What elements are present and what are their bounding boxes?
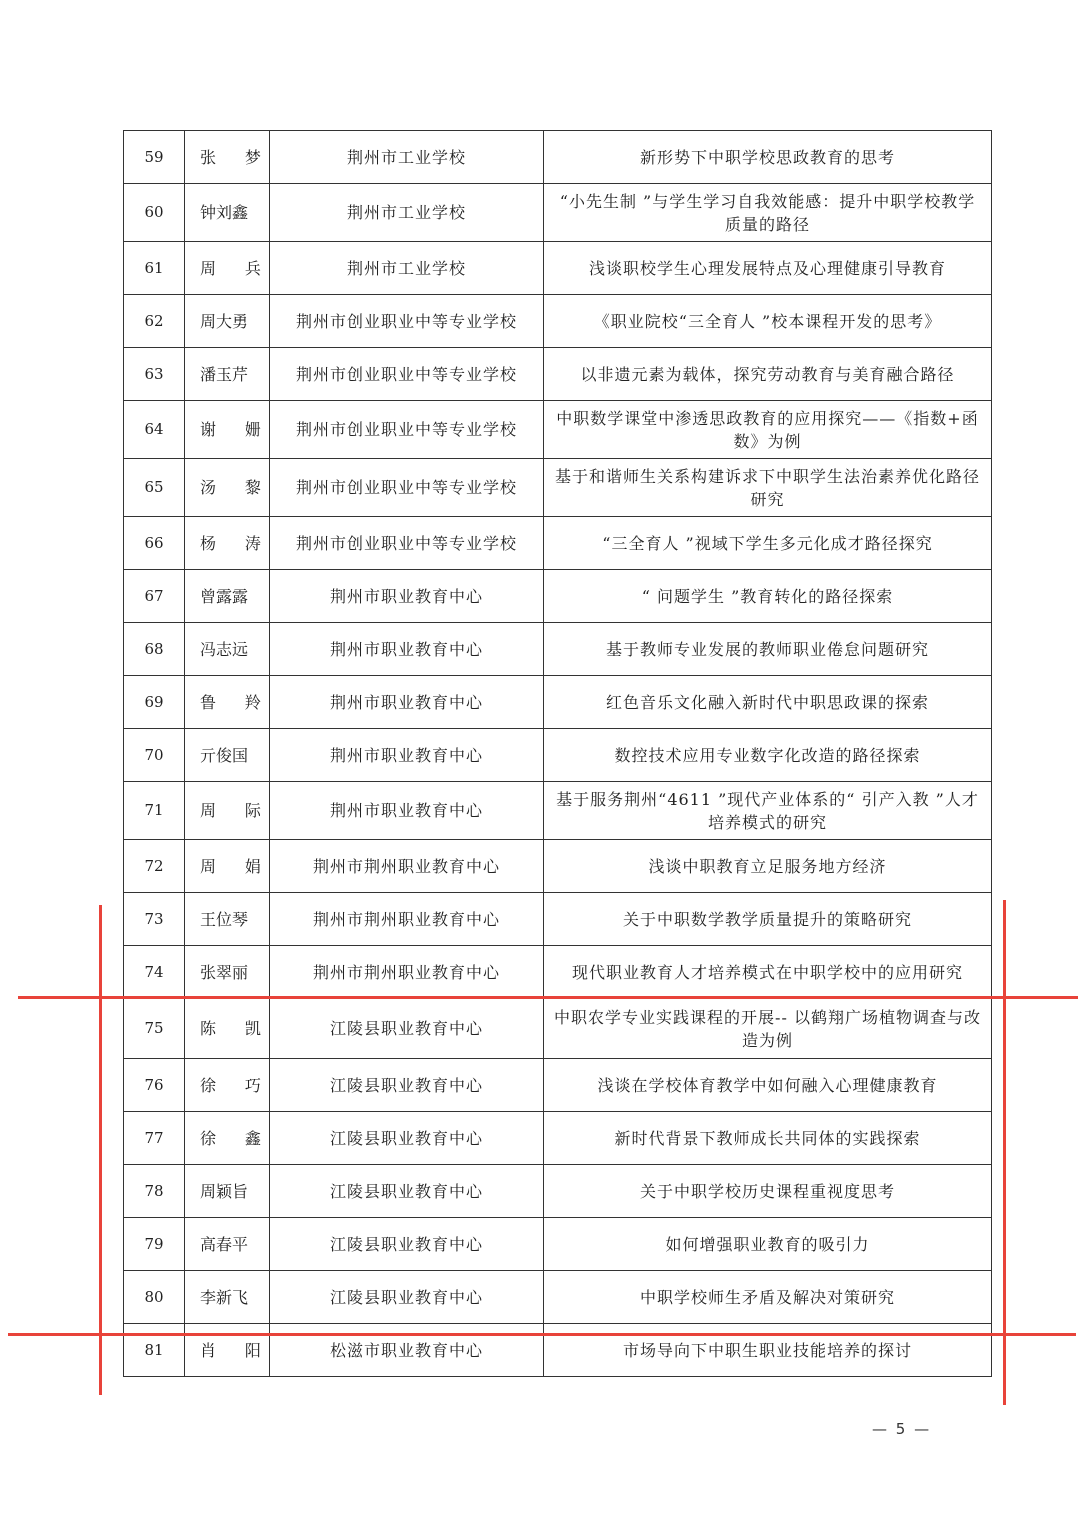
author-name-part: 冯志远: [200, 639, 249, 659]
row-number: 80: [124, 1271, 185, 1324]
paper-title: 基于和谐师生关系构建诉求下中职学生法治素养优化路径研究: [544, 459, 992, 517]
author-name: [185, 570, 270, 623]
paper-title: “小先生制 ”与学生学习自我效能感：提升中职学校教学质量的路径: [544, 184, 992, 242]
table-row: [124, 401, 992, 459]
author-name: [185, 893, 270, 946]
table-row: [124, 893, 992, 946]
author-name-part: 徐: [200, 1128, 217, 1148]
school-name: 荆州市荆州职业教育中心: [270, 840, 544, 893]
table-row: [124, 782, 992, 840]
annotation-line-right: [1003, 900, 1006, 1405]
row-number: 76: [124, 1059, 185, 1112]
author-name-part: 汤: [200, 478, 217, 497]
row-number: 67: [124, 570, 185, 623]
row-number: 68: [124, 623, 185, 676]
table-row: [124, 1165, 992, 1218]
paper-title: 市场导向下中职生职业技能培养的探讨: [544, 1324, 992, 1377]
table-row: [124, 517, 992, 570]
row-number: 75: [124, 999, 185, 1059]
paper-title: 关于中职学校历史课程重视度思考: [544, 1165, 992, 1218]
author-name-part: 周: [200, 801, 217, 820]
table-row: [124, 623, 992, 676]
table-row: [124, 676, 992, 729]
author-name-part: 阳: [244, 1340, 261, 1360]
table-row: [124, 1059, 992, 1112]
author-name: [185, 401, 270, 459]
author-name: [185, 946, 270, 999]
paper-title: 中职数学课堂中渗透思政教育的应用探究——《指数+函数》为例: [544, 401, 992, 459]
row-number: 74: [124, 946, 185, 999]
row-number: 78: [124, 1165, 185, 1218]
school-name: 荆州市职业教育中心: [270, 623, 544, 676]
annotation-line-top: [18, 996, 1078, 999]
paper-title: “三全育人 ”视域下学生多元化成才路径探究: [544, 517, 992, 570]
author-name-part: 杨: [200, 533, 217, 553]
table-row: [124, 729, 992, 782]
table-row: [124, 840, 992, 893]
row-number: 77: [124, 1112, 185, 1165]
paper-title: 中职农学专业实践课程的开展-- 以鹤翔广场植物调查与改造为例: [544, 999, 992, 1059]
annotation-line-bottom: [8, 1333, 1076, 1336]
school-name: 荆州市工业学校: [270, 184, 544, 242]
author-name-part: 凯: [244, 1019, 261, 1038]
paper-title: 浅谈在学校体育教学中如何融入心理健康教育: [544, 1059, 992, 1112]
school-name: 荆州市荆州职业教育中心: [270, 893, 544, 946]
author-name-part: 亓俊国: [200, 745, 249, 765]
table-row: [124, 570, 992, 623]
paper-title: 现代职业教育人才培养模式在中职学校中的应用研究: [544, 946, 992, 999]
table-row: [124, 1218, 992, 1271]
author-name: [185, 840, 270, 893]
school-name: 荆州市创业职业中等专业学校: [270, 459, 544, 517]
author-name: [185, 1324, 270, 1377]
row-number: 79: [124, 1218, 185, 1271]
author-name-part: 周大勇: [200, 311, 249, 331]
school-name: 荆州市创业职业中等专业学校: [270, 348, 544, 401]
author-name: [185, 782, 270, 840]
author-name: [185, 729, 270, 782]
paper-title: 浅谈职校学生心理发展特点及心理健康引导教育: [544, 242, 992, 295]
author-name: [185, 623, 270, 676]
author-name-part: 谢: [200, 420, 217, 439]
paper-title: 中职学校师生矛盾及解决对策研究: [544, 1271, 992, 1324]
school-name: 荆州市工业学校: [270, 242, 544, 295]
table-body: [124, 131, 992, 1377]
author-name: [185, 1271, 270, 1324]
author-name: [185, 131, 270, 184]
row-number: 70: [124, 729, 185, 782]
school-name: 江陵县职业教育中心: [270, 1218, 544, 1271]
author-name-part: 姗: [244, 420, 261, 439]
row-number: 72: [124, 840, 185, 893]
annotation-line-left: [99, 905, 102, 1395]
school-name: 松滋市职业教育中心: [270, 1324, 544, 1377]
author-name-part: 周: [200, 258, 217, 278]
author-name-part: 涛: [244, 533, 261, 553]
school-name: 江陵县职业教育中心: [270, 999, 544, 1059]
author-name-part: 李新飞: [200, 1287, 249, 1307]
award-list-table: [123, 130, 992, 1377]
author-name-part: 兵: [244, 258, 261, 278]
table-row: [124, 946, 992, 999]
school-name: 荆州市职业教育中心: [270, 676, 544, 729]
author-name: [185, 348, 270, 401]
row-number: 71: [124, 782, 185, 840]
author-name-part: 王位琴: [200, 909, 249, 929]
paper-title: “ 问题学生 ”教育转化的路径探索: [544, 570, 992, 623]
author-name: [185, 1059, 270, 1112]
author-name-part: 张翠丽: [200, 962, 249, 982]
author-name-part: 鑫: [244, 1128, 261, 1148]
author-name: [185, 295, 270, 348]
author-name-part: 肖: [200, 1340, 217, 1360]
row-number: 61: [124, 242, 185, 295]
author-name: [185, 184, 270, 242]
school-name: 荆州市创业职业中等专业学校: [270, 295, 544, 348]
author-name-part: 黎: [244, 478, 261, 497]
table-row: [124, 131, 992, 184]
author-name: [185, 242, 270, 295]
row-number: 66: [124, 517, 185, 570]
school-name: 江陵县职业教育中心: [270, 1165, 544, 1218]
author-name-part: 周: [200, 856, 217, 876]
author-name: [185, 517, 270, 570]
row-number: 64: [124, 401, 185, 459]
school-name: 荆州市荆州职业教育中心: [270, 946, 544, 999]
row-number: 63: [124, 348, 185, 401]
author-name: [185, 1165, 270, 1218]
author-name-part: 徐: [200, 1075, 217, 1095]
school-name: 江陵县职业教育中心: [270, 1059, 544, 1112]
table-row: [124, 242, 992, 295]
school-name: 荆州市创业职业中等专业学校: [270, 401, 544, 459]
row-number: 62: [124, 295, 185, 348]
school-name: 江陵县职业教育中心: [270, 1271, 544, 1324]
paper-title: 如何增强职业教育的吸引力: [544, 1218, 992, 1271]
school-name: 荆州市职业教育中心: [270, 782, 544, 840]
paper-title: 以非遗元素为载体，探究劳动教育与美育融合路径: [544, 348, 992, 401]
table-row: [124, 1112, 992, 1165]
table-row: [124, 295, 992, 348]
paper-title: 《职业院校“三全育人 ”校本课程开发的思考》: [544, 295, 992, 348]
paper-title: 数控技术应用专业数字化改造的路径探索: [544, 729, 992, 782]
author-name-part: 钟刘鑫: [200, 203, 249, 222]
author-name-part: 张: [200, 147, 217, 167]
school-name: 江陵县职业教育中心: [270, 1112, 544, 1165]
paper-title: 红色音乐文化融入新时代中职思政课的探索: [544, 676, 992, 729]
author-name-part: 高春平: [200, 1234, 249, 1254]
author-name-part: 羚: [244, 692, 261, 712]
author-name: [185, 459, 270, 517]
author-name: [185, 999, 270, 1059]
table-row: [124, 1324, 992, 1377]
row-number: 59: [124, 131, 185, 184]
school-name: 荆州市职业教育中心: [270, 729, 544, 782]
row-number: 65: [124, 459, 185, 517]
page-number: — 5 —: [872, 1420, 932, 1438]
paper-title: 新形势下中职学校思政教育的思考: [544, 131, 992, 184]
author-name: [185, 1112, 270, 1165]
table-row: [124, 1271, 992, 1324]
table-row: [124, 459, 992, 517]
author-name-part: 巧: [244, 1075, 261, 1095]
author-name-part: 周颖旨: [200, 1181, 249, 1201]
row-number: 73: [124, 893, 185, 946]
table-row: [124, 999, 992, 1059]
author-name-part: 陈: [200, 1019, 217, 1038]
author-name-part: 梦: [244, 147, 261, 167]
paper-title: 新时代背景下教师成长共同体的实践探索: [544, 1112, 992, 1165]
author-name-part: 娟: [244, 856, 261, 876]
school-name: 荆州市工业学校: [270, 131, 544, 184]
school-name: 荆州市职业教育中心: [270, 570, 544, 623]
author-name-part: 曾露露: [200, 586, 249, 606]
row-number: 81: [124, 1324, 185, 1377]
author-name-part: 际: [244, 801, 261, 820]
paper-title: 基于服务荆州“4611 ”现代产业体系的“ 引产入教 ”人才培养模式的研究: [544, 782, 992, 840]
author-name-part: 潘玉芹: [200, 364, 249, 384]
author-name: [185, 676, 270, 729]
paper-title: 关于中职数学教学质量提升的策略研究: [544, 893, 992, 946]
author-name-part: 鲁: [200, 692, 217, 712]
paper-title: 基于教师专业发展的教师职业倦怠问题研究: [544, 623, 992, 676]
row-number: 60: [124, 184, 185, 242]
author-name: [185, 1218, 270, 1271]
paper-title: 浅谈中职教育立足服务地方经济: [544, 840, 992, 893]
table-row: [124, 184, 992, 242]
row-number: 69: [124, 676, 185, 729]
school-name: 荆州市创业职业中等专业学校: [270, 517, 544, 570]
table-row: [124, 348, 992, 401]
